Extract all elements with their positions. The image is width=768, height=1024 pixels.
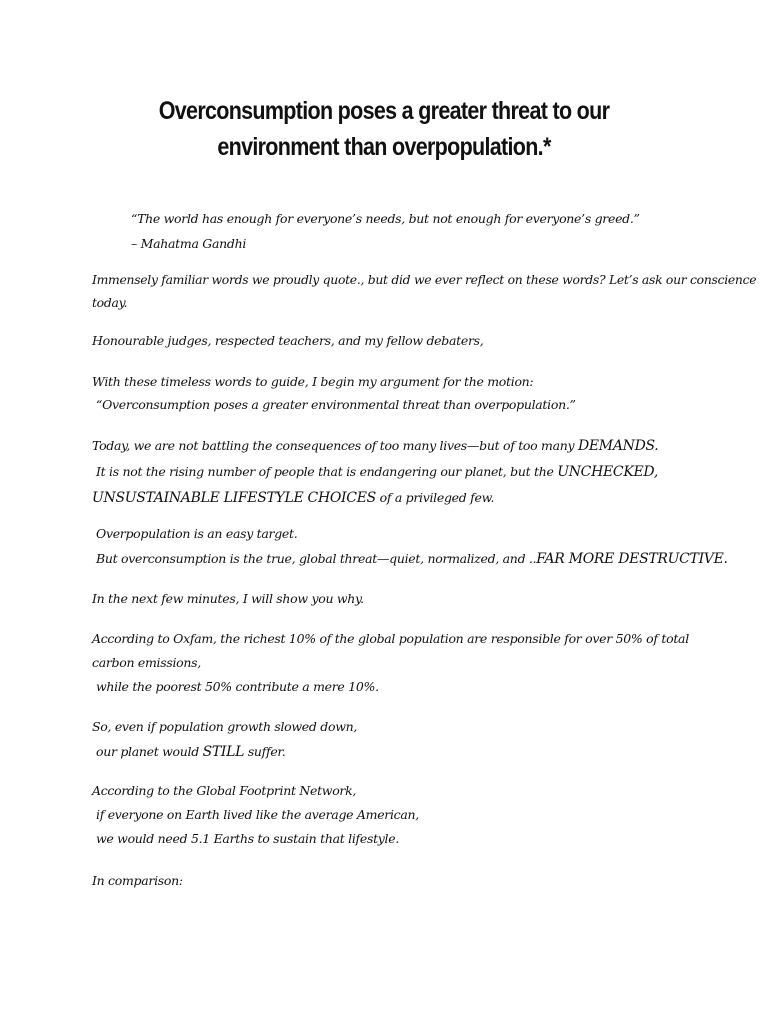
why-line: In the next few minutes, I will show you why.	[92, 591, 364, 606]
today-line-1	[92, 433, 658, 459]
footprint-line-3: we would need 5.1 Earths to sustain that lifestyle.	[96, 831, 400, 846]
oxfam-line-1: According to Oxfam, the richest 10% of the global population are responsible for over 50% of total	[92, 631, 689, 646]
growth-line-2	[92, 739, 357, 765]
today-line-2-text: It is not the rising number of people that is endangering our planet, but the	[96, 464, 558, 479]
greeting-line: Honourable judges, respected teachers, and my fellow debaters,	[92, 333, 484, 348]
today-line-2	[92, 459, 658, 485]
growth-line-2-end: suffer.	[244, 744, 286, 759]
growth-paragraph	[92, 714, 357, 765]
oxfam-line-2: carbon emissions,	[92, 655, 201, 670]
oxfam-paragraph	[92, 627, 689, 699]
growth-line-1: So, even if population growth slowed down,	[92, 719, 358, 734]
lifestyle-emphasis: UNSUSTAINABLE LIFESTYLE CHOICES	[92, 490, 376, 506]
target-line-1: Overpopulation is an easy target.	[96, 526, 298, 541]
intro-paragraph	[92, 268, 756, 314]
comparison-paragraph	[92, 870, 183, 892]
quote-author: – Mahatma Gandhi	[131, 236, 247, 251]
why-paragraph	[92, 588, 364, 610]
motion-line-2: “Overconsumption poses a greater environmental threat than overpopulation.”	[96, 397, 576, 412]
today-line-1-text: Today, we are not battling the consequences of too many lives—but of too many	[92, 438, 578, 453]
motion-paragraph	[92, 370, 576, 416]
document-title	[105, 93, 662, 165]
title-line-1: Overconsumption poses a greater threat to our	[158, 97, 610, 125]
demands-emphasis: DEMANDS.	[577, 438, 659, 454]
today-line-3	[92, 485, 658, 511]
target-line-2-text: But overconsumption is the true, global threat—quiet, normalized, and ..	[96, 551, 537, 566]
unchecked-emphasis: UNCHECKED,	[557, 464, 658, 480]
comparison-line: In comparison:	[92, 873, 183, 888]
today-line-3-text: of a privileged few.	[375, 490, 495, 505]
quote-text: “The world has enough for everyone’s needs, but not enough for everyone’s greed.”	[131, 211, 640, 226]
title-line-2: environment than overpopulation.*	[217, 133, 551, 161]
footprint-line-1: According to the Global Footprint Network,	[92, 783, 357, 798]
intro-line-1: Immensely familiar words we proudly quote., but did we ever reflect on these words? Let’s ask our conscience	[92, 272, 757, 287]
growth-line-2-text: our planet would	[96, 744, 203, 759]
destructive-emphasis: FAR MORE DESTRUCTIVE.	[536, 551, 728, 567]
today-paragraph	[92, 433, 658, 511]
intro-line-2: today.	[92, 295, 128, 310]
footprint-paragraph	[92, 779, 419, 851]
still-emphasis: STILL	[202, 744, 245, 760]
oxfam-line-3: while the poorest 50% contribute a mere 10%.	[96, 679, 379, 694]
target-line-2	[92, 546, 728, 572]
footprint-line-2: if everyone on Earth lived like the average American,	[96, 807, 419, 822]
gandhi-quote	[131, 206, 640, 256]
greeting-paragraph	[92, 330, 483, 352]
motion-line-1: With these timeless words to guide, I begin my argument for the motion:	[92, 374, 534, 389]
target-paragraph	[92, 521, 728, 572]
